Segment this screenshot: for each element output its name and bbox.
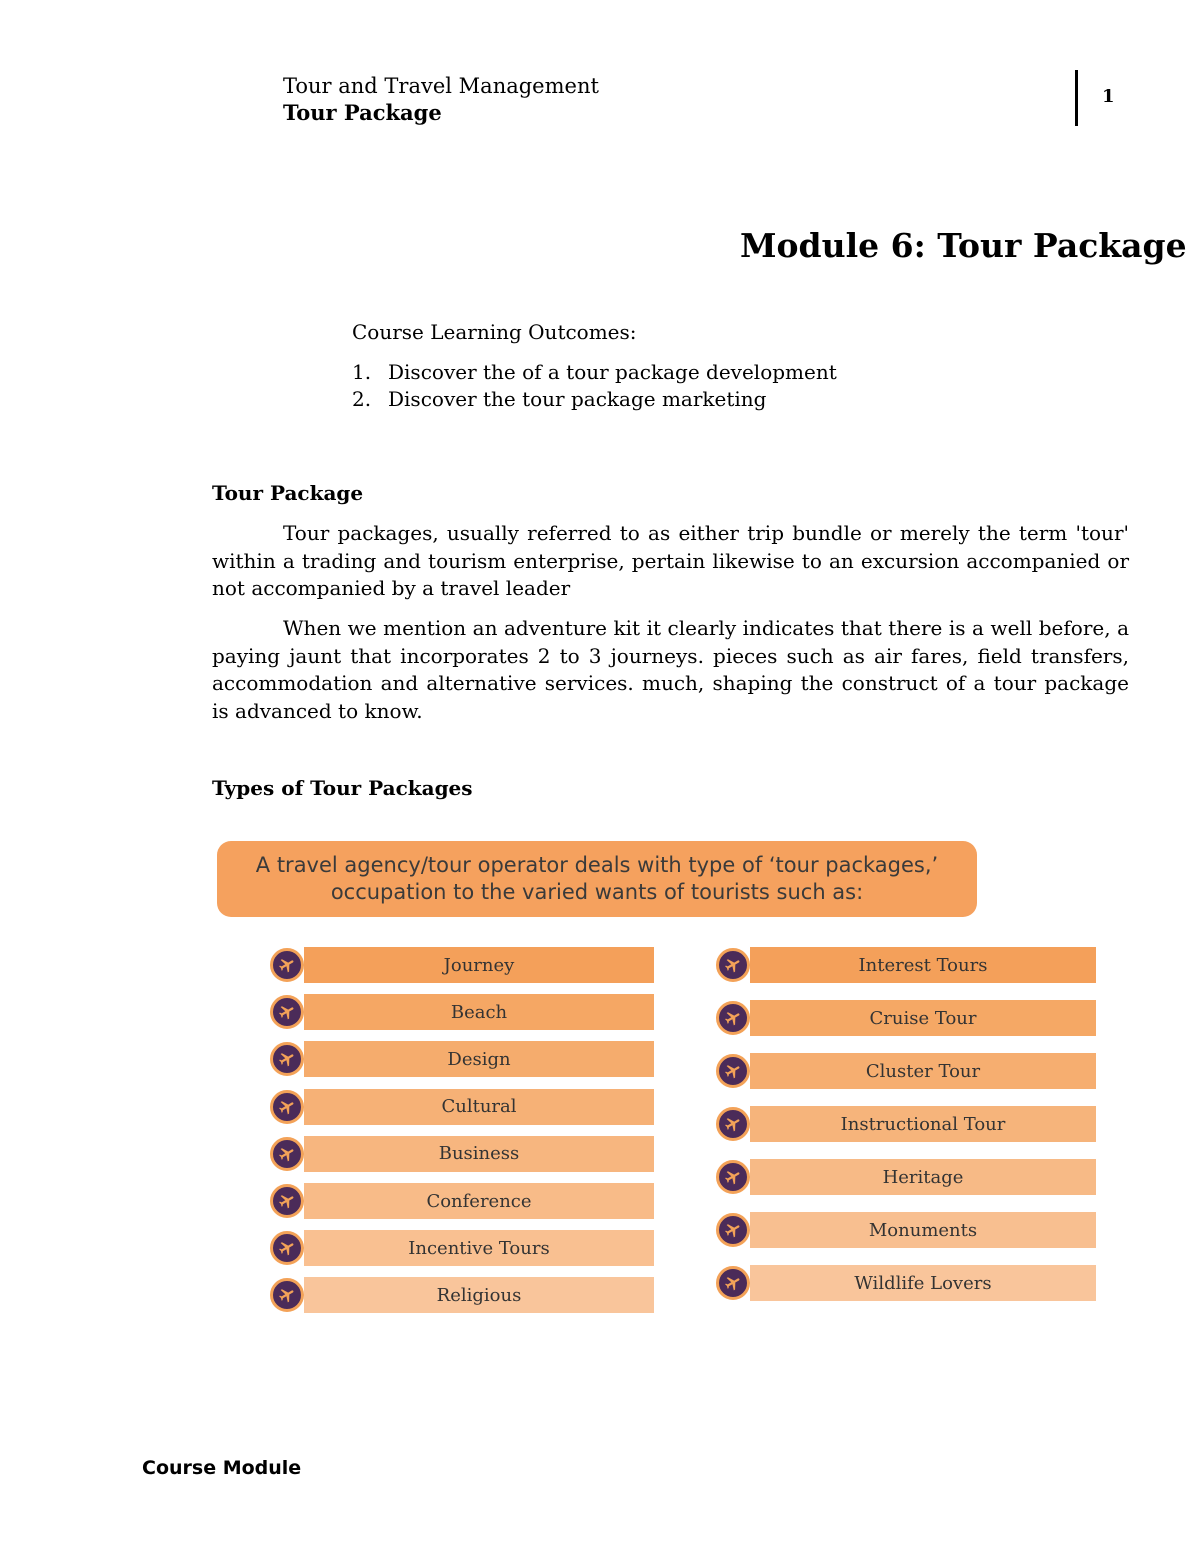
- header-course-title: Tour and Travel Management: [283, 74, 599, 98]
- airplane-icon-glyph: [724, 956, 742, 974]
- tour-type-label: Cultural: [304, 1089, 654, 1125]
- airplane-icon: [716, 1054, 750, 1088]
- tour-type-item: [716, 1212, 1096, 1248]
- tour-type-label: Beach: [304, 994, 654, 1030]
- section-heading-types: Types of Tour Packages: [212, 776, 473, 800]
- airplane-icon: [270, 1231, 304, 1265]
- list-item: [352, 359, 837, 386]
- paragraph-tour-package-1: Tour packages, usually referred to as either trip bundle or merely the term 'tour' within a trading and tourism enterprise, pertain likewise to an excursion accompanied or not accompanied by a travel leader: [212, 521, 1129, 600]
- airplane-icon: [270, 1042, 304, 1076]
- airplane-icon-glyph: [724, 1274, 742, 1292]
- tour-type-label: Instructional Tour: [750, 1106, 1096, 1142]
- section-heading-tour-package: Tour Package: [212, 481, 364, 505]
- learning-outcomes-heading: Course Learning Outcomes:: [352, 320, 637, 344]
- tour-type-item: [270, 947, 654, 983]
- tour-type-item: [270, 1277, 654, 1313]
- airplane-icon-glyph: [278, 1192, 296, 1210]
- tour-type-label: Monuments: [750, 1212, 1096, 1248]
- airplane-icon-glyph: [724, 1062, 742, 1080]
- header-subject: Tour Package: [283, 100, 442, 125]
- airplane-icon: [270, 995, 304, 1029]
- tour-type-item: [270, 1089, 654, 1125]
- tour-type-label: Heritage: [750, 1159, 1096, 1195]
- tour-type-item: [270, 1136, 654, 1172]
- tour-type-item: [270, 1230, 654, 1266]
- tour-type-label: Incentive Tours: [304, 1230, 654, 1266]
- tour-type-item: [716, 1106, 1096, 1142]
- footer-label: Course Module: [142, 1457, 302, 1479]
- header-divider: [1075, 70, 1078, 126]
- tour-type-label: Interest Tours: [750, 947, 1096, 983]
- airplane-icon: [270, 1137, 304, 1171]
- tour-type-item: [270, 1041, 654, 1077]
- types-banner: [217, 841, 977, 917]
- airplane-icon-glyph: [278, 1050, 296, 1068]
- airplane-icon-glyph: [724, 1009, 742, 1027]
- tour-type-item: [716, 1053, 1096, 1089]
- paragraph-tour-package-2: When we mention an adventure kit it clearly indicates that there is a well before, a paying jaunt that incorporates 2 to 3 journeys. pieces such as air fares, field transfers, accommodation and alternative services. much, shaping the construct of a tour package is advanced to know.: [212, 616, 1129, 723]
- airplane-icon-glyph: [724, 1221, 742, 1239]
- airplane-icon: [716, 1266, 750, 1300]
- airplane-icon-glyph: [278, 1003, 296, 1021]
- tour-type-item: [716, 947, 1096, 983]
- airplane-icon-glyph: [724, 1115, 742, 1133]
- tour-type-label: Wildlife Lovers: [750, 1265, 1096, 1301]
- tour-type-label: Cluster Tour: [750, 1053, 1096, 1089]
- list-item-number: 1.: [352, 360, 372, 384]
- airplane-icon-glyph: [278, 956, 296, 974]
- airplane-icon-glyph: [278, 1239, 296, 1257]
- page-number: 1: [1102, 86, 1115, 107]
- airplane-icon: [716, 1213, 750, 1247]
- tour-type-label: Religious: [304, 1277, 654, 1313]
- tour-type-label: Design: [304, 1041, 654, 1077]
- banner-line-1: A travel agency/tour operator deals with type of ‘tour packages,’: [255, 853, 939, 877]
- tour-type-label: Business: [304, 1136, 654, 1172]
- airplane-icon-glyph: [278, 1145, 296, 1163]
- module-title: Module 6: Tour Package: [740, 226, 1187, 265]
- airplane-icon: [270, 1184, 304, 1218]
- tour-type-item: [716, 1000, 1096, 1036]
- tour-type-item: [270, 1183, 654, 1219]
- tour-type-label: Cruise Tour: [750, 1000, 1096, 1036]
- airplane-icon: [270, 1278, 304, 1312]
- airplane-icon-glyph: [278, 1098, 296, 1116]
- airplane-icon: [270, 1090, 304, 1124]
- list-item-number: 2.: [352, 387, 372, 411]
- airplane-icon: [716, 1107, 750, 1141]
- tour-type-item: [716, 1265, 1096, 1301]
- airplane-icon-glyph: [278, 1286, 296, 1304]
- tour-type-item: [270, 994, 654, 1030]
- list-item-text: Discover the tour package marketing: [388, 387, 767, 411]
- tour-type-label: Conference: [304, 1183, 654, 1219]
- airplane-icon: [716, 948, 750, 982]
- learning-outcomes-list: [352, 359, 837, 413]
- banner-line-2: occupation to the varied wants of tourists such as:: [330, 880, 864, 904]
- list-item-text: Discover the of a tour package development: [388, 360, 837, 384]
- airplane-icon: [716, 1160, 750, 1194]
- list-item: [352, 386, 837, 413]
- airplane-icon-glyph: [724, 1168, 742, 1186]
- tour-type-label: Journey: [304, 947, 654, 983]
- airplane-icon: [270, 948, 304, 982]
- airplane-icon: [716, 1001, 750, 1035]
- tour-type-item: [716, 1159, 1096, 1195]
